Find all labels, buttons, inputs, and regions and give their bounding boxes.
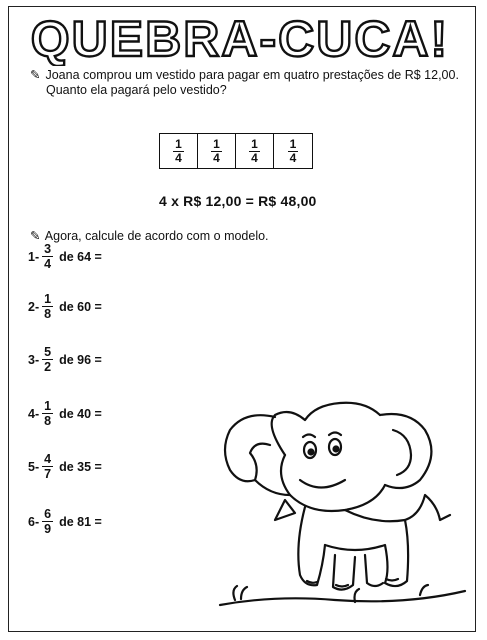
pencil-icon: ✎ [30,68,41,82]
fraction-denominator: 7 [44,467,52,481]
fraction-numerator: 5 [44,345,52,359]
exercise-1 [28,242,102,271]
fraction-model-box [159,133,313,169]
fraction-denominator: 4 [213,150,220,165]
fraction-numerator: 1 [44,292,52,306]
fraction-numerator: 1 [251,136,258,151]
instruction-text: Agora, calcule de acordo com o modelo. [44,229,269,243]
exercise-6 [28,507,102,536]
fraction-numerator: 1 [44,399,52,413]
pencil-icon: ✎ [30,229,41,243]
fraction-numerator: 1 [175,136,182,151]
instruction [30,228,269,243]
fraction-denominator: 4 [251,150,258,165]
exercise-4 [28,399,102,428]
fraction-denominator: 4 [289,150,297,165]
exercise-number: 1- [28,249,40,264]
exercise-5 [28,452,102,481]
fraction [249,138,260,165]
exercise-number: 4- [28,406,40,421]
fraction [42,452,53,481]
fraction-numerator: 1 [213,136,220,151]
fraction-model-cell [236,134,274,168]
title-bubble-letters [30,8,450,66]
fraction-denominator: 4 [175,150,182,165]
exercise-number: 5- [28,459,40,474]
fraction-denominator: 2 [44,360,52,374]
elephant-illustration [215,395,470,620]
fraction-denominator: 8 [44,307,52,321]
fraction [42,345,53,374]
problem-line-1: Joana comprou um vestido para pagar em quatro prestações de R$ 12,00. [45,68,459,82]
exercise-3 [28,345,102,374]
fraction [42,507,53,536]
fraction [42,292,53,321]
exercise-number: 6- [28,514,40,529]
exercise-expression: de 81 = [59,514,102,529]
fraction-denominator: 8 [44,414,52,428]
fraction-numerator: 3 [44,242,52,256]
worksheet-title [30,8,450,66]
exercise-2 [28,292,102,321]
fraction-model-cell [274,134,312,168]
fraction-numerator: 4 [44,452,52,466]
exercise-expression: de 60 = [59,299,102,314]
fraction-model-cell [198,134,236,168]
fraction [42,242,53,271]
exercise-expression: de 96 = [59,352,102,367]
problem-line-2: Quanto ela pagará pelo vestido? [46,83,227,97]
exercise-expression: de 35 = [59,459,102,474]
fraction-model-cell [160,134,198,168]
fraction [211,138,222,165]
exercise-expression: de 64 = [59,249,102,264]
exercise-expression: de 40 = [59,406,102,421]
fraction-denominator: 4 [44,257,52,271]
title-text: QUEBRA-CUCA! [30,11,450,66]
fraction-denominator: 9 [44,522,52,536]
exercise-number: 3- [28,352,40,367]
fraction-numerator: 6 [44,507,52,521]
fraction [173,138,184,165]
model-equation: 4 x R$ 12,00 = R$ 48,00 [159,193,317,209]
fraction [288,138,299,165]
problem-statement [30,68,460,98]
fraction-numerator: 1 [289,136,297,151]
fraction [42,399,53,428]
exercise-number: 2- [28,299,40,314]
